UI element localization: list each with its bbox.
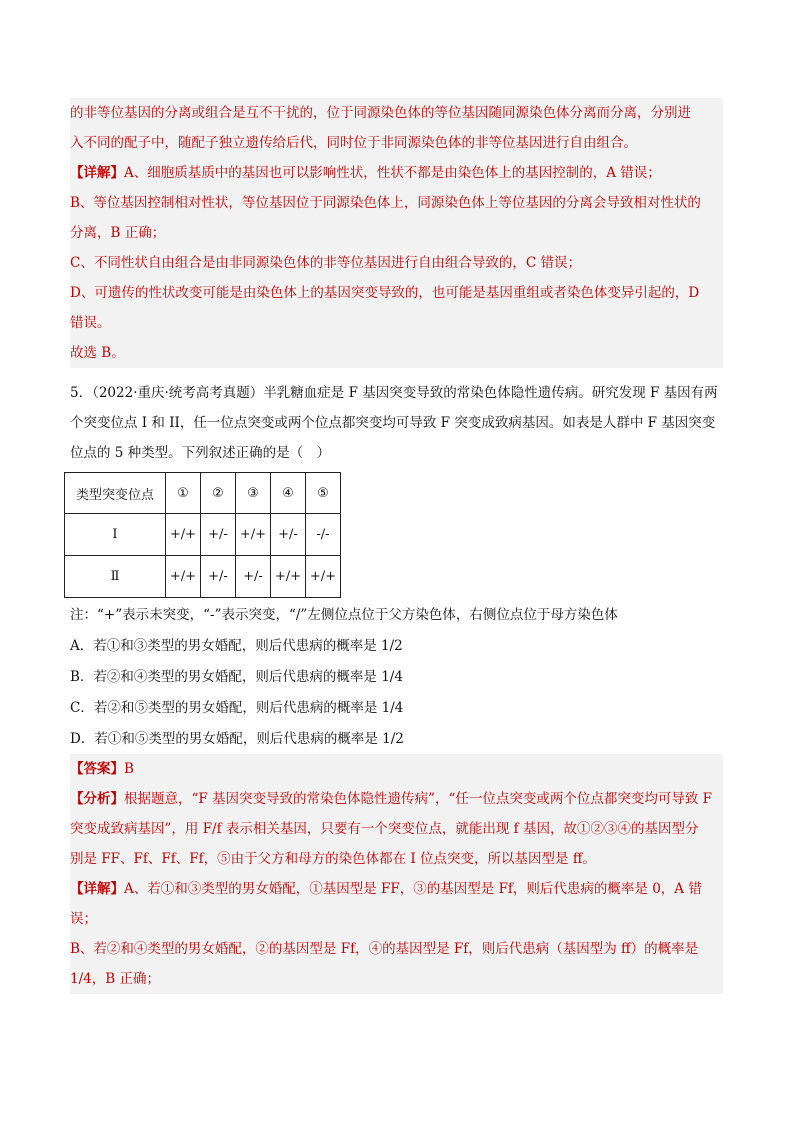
option-d: D．若①和⑤类型的男女婚配，则后代患病的概率是 1/2 xyxy=(70,731,404,747)
conclusion: 故选 B。 xyxy=(70,345,125,361)
analysis-line: 突变成致病基因”，用 F/f 表示相关基因，只要有一个突变位点，就能出现 f 基因，故①②③④的基因型分 xyxy=(70,821,699,837)
question-source: 5．（2022·重庆·统考高考真题） xyxy=(70,385,264,401)
site-label: Ⅱ xyxy=(65,556,166,598)
table-cell: +/- xyxy=(271,514,306,556)
detail-c: C、不同性状自由组合是由非同源染色体的非等位基因进行自由组合导致的，C 错误； xyxy=(70,255,581,271)
option-a: A．若①和③类型的男女婚配，则后代患病的概率是 1/2 xyxy=(70,638,403,654)
answer-analysis-block xyxy=(70,754,723,994)
table-cell: +/+ xyxy=(166,514,201,556)
detail-tag: 【详解】 xyxy=(70,165,124,181)
analysis-tag: 【分析】 xyxy=(70,791,124,807)
table-cell: +/+ xyxy=(306,556,341,598)
detail-line: 【详解】A、若①和③类型的男女婚配，①基因型是 FF，③的基因型是 Ff，则后代患病的概率是 0，A 错 xyxy=(70,881,702,897)
table-note: 注：“+”表示未突变，“-”表示突变，“/”左侧位点位于父方染色体，右侧位点位于母方染色体 xyxy=(70,607,618,623)
detail-tag: 【详解】 xyxy=(70,881,124,897)
answer-line xyxy=(70,754,723,784)
type-label: ② xyxy=(201,473,236,514)
option-b: B．若②和④类型的男女婚配，则后代患病的概率是 1/4 xyxy=(70,669,403,685)
detail-line: B、若②和④类型的男女婚配，②的基因型是 Ff，④的基因型是 Ff，则后代患病（基因型为 ff）的概率是 xyxy=(70,941,699,957)
detail-b-line: B、等位基因控制相对性状，等位基因位于同源染色体上，同源染色体上等位基因的分离会导致相对性状的 xyxy=(70,195,701,211)
detail-b-line: 分离，B 正确； xyxy=(70,225,166,241)
table-cell: -/- xyxy=(306,514,341,556)
type-label: ④ xyxy=(271,473,306,514)
question-stem xyxy=(70,378,723,468)
answer-tag: 【答案】 xyxy=(70,761,124,777)
detail-line: 1/4，B 正确； xyxy=(70,971,160,987)
mutation-type-table xyxy=(64,472,341,598)
site-label: I xyxy=(65,514,166,556)
type-label: ⑤ xyxy=(306,473,341,514)
question-line-1: 5．（2022·重庆·统考高考真题）半乳糖血症是 F 基因突变导致的常染色体隐性遗传病。研究发现 F 基因有两 xyxy=(70,385,718,401)
explanation-line: 入不同的配子中，随配子独立遗传给后代，同时位于非同源染色体的非等位基因进行自由组合。 xyxy=(70,135,637,151)
question-line-2: 个突变位点 I 和 II，任一位点突变或两个位点都突变均可导致 F 突变成致病基因。如表是人群中 F 基因突变 xyxy=(70,415,716,431)
option-c: C．若②和⑤类型的男女婚配，则后代患病的概率是 1/4 xyxy=(70,700,404,716)
explanation-line: 的非等位基因的分离或组合是互不干扰的，位于同源染色体的等位基因随同源染色体分离而分离，分别进 xyxy=(70,105,691,121)
table-cell: +/+ xyxy=(166,556,201,598)
answer-value: B xyxy=(124,761,134,777)
detail-d-line: 错误。 xyxy=(70,315,111,331)
table-row xyxy=(65,514,341,556)
detail-d-line: D、可遗传的性状改变可能是由染色体上的基因突变导致的，也可能是基因重组或者染色体变异引起的，D xyxy=(70,285,700,301)
analysis-line: 别是 FF、Ff、Ff、Ff，⑤由于父方和母方的染色体都在 I 位点突变，所以基因型是 ff。 xyxy=(70,851,596,867)
note-and-options xyxy=(70,600,723,755)
detail-line: 误； xyxy=(70,911,97,927)
type-label: ③ xyxy=(236,473,271,514)
previous-explanation xyxy=(70,98,723,368)
detail-a: 【详解】A、细胞质基质中的基因也可以影响性状，性状不都是由染色体上的基因控制的，A 错误； xyxy=(70,165,661,181)
table-cell: +/- xyxy=(201,514,236,556)
analysis-line: 【分析】根据题意，“F 基因突变导致的常染色体隐性遗传病”，“任一位点突变或两个位点都突变均可导致 F xyxy=(70,791,713,807)
table-cell: +/- xyxy=(236,556,271,598)
table-cell: +/- xyxy=(201,556,236,598)
table-cell: +/+ xyxy=(236,514,271,556)
table-header-label: 类型突变位点 xyxy=(65,473,166,514)
table-header-row xyxy=(65,473,341,514)
table-cell: +/+ xyxy=(271,556,306,598)
question-line-3: 位点的 5 种类型。下列叙述正确的是（ ） xyxy=(70,445,331,461)
type-label: ① xyxy=(166,473,201,514)
table-row xyxy=(65,556,341,598)
